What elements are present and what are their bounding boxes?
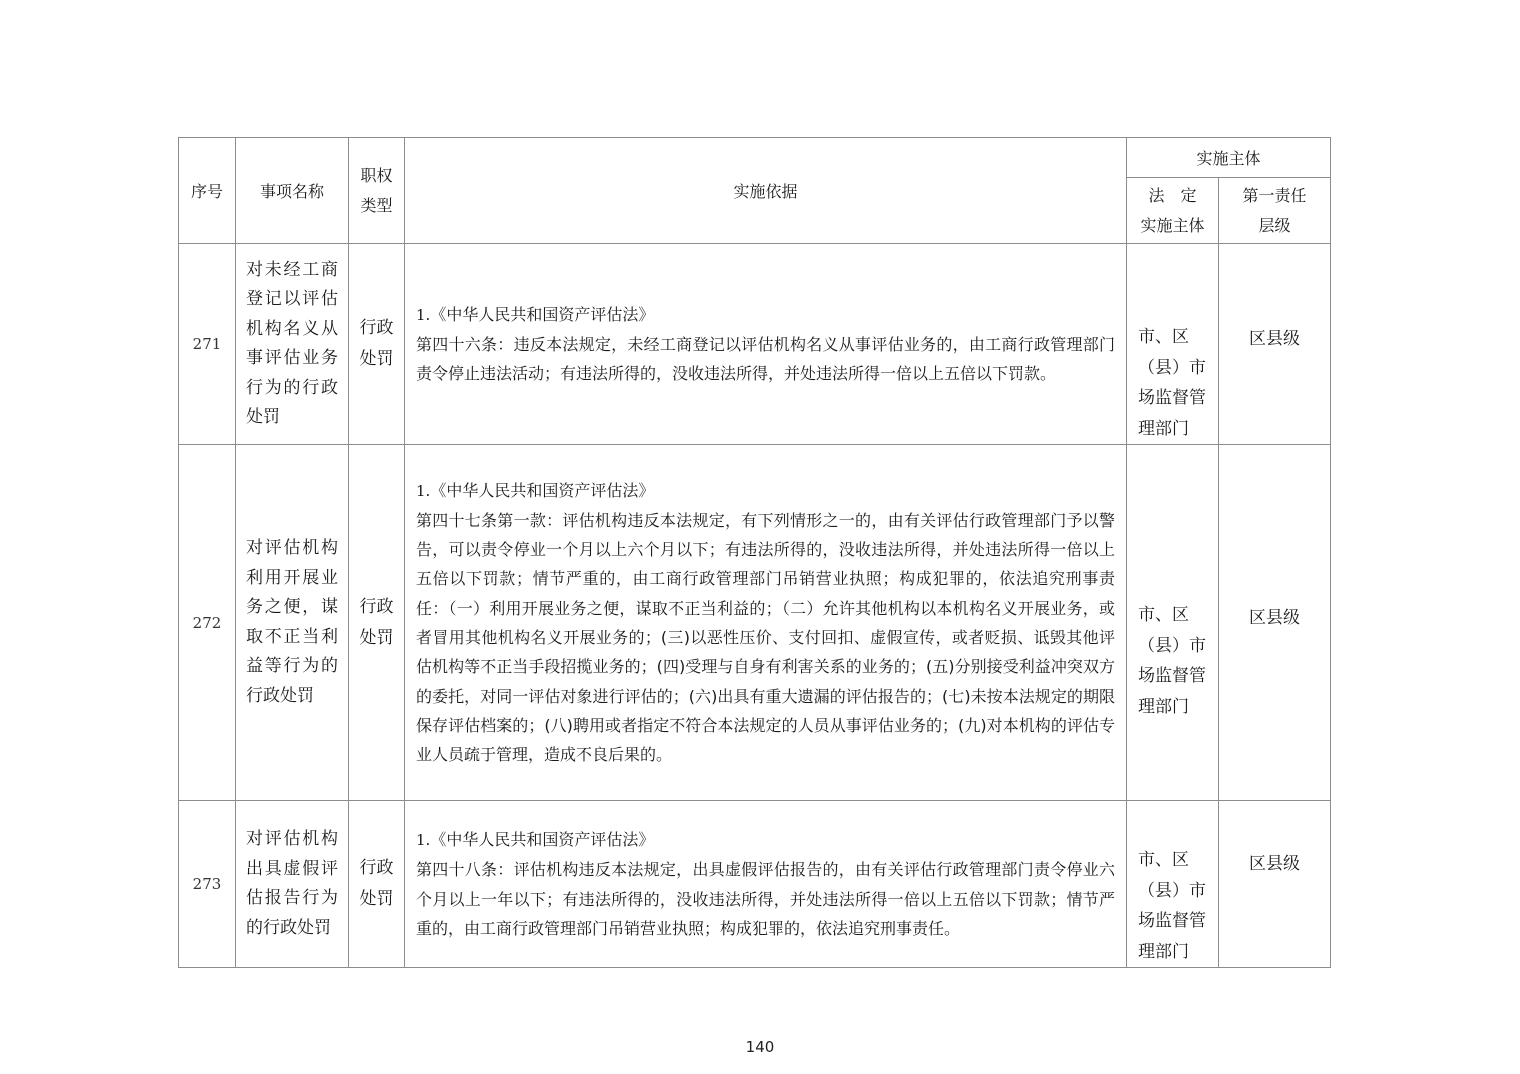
row-basis [405,801,1127,968]
law-title-line [416,825,1115,855]
row-authority-type [349,801,405,968]
law-title-line [416,300,1115,330]
row-index: 273 [179,801,236,968]
table-row [179,244,1331,445]
row-basis [405,244,1127,445]
row-type-line1: 行政 [359,318,394,338]
header-item-name: 事项名称 [236,138,349,244]
law-number: 1. [416,305,431,324]
row-legal-subject: 市、区（县）市场监督管理部门 [1127,801,1219,968]
basis-text: 第四十八条：评估机构违反本法规定，出具虚假评估报告的，由有关评估行政管理部门责令停业六个月以上一年以下；有违法所得的，没收违法所得，并处违法所得一倍以上五倍以下罚款；情节严重的，由工商行政管理部门吊销营业执照；构成犯罪的，依法追究刑事责任。 [416,860,1115,938]
header-legal-subject [1127,178,1219,244]
header-legal-subject-line2: 实施主体 [1140,215,1205,235]
row-item-name: 对未经工商登记以评估机构名义从事评估业务行为的行政处罚 [236,244,349,445]
row-index: 272 [179,445,236,801]
row-type-line2: 处罚 [359,349,394,369]
row-type-line1: 行政 [359,858,394,878]
basis-text: 第四十七条第一款：评估机构违反本法规定，有下列情形之一的，由有关评估行政管理部门予以警告，可以责令停业一个月以上六个月以下；有违法所得的，没收违法所得，并处违法所得一倍以上五倍以下罚款；情节严重的，由工商行政管理部门吊销营业执照；构成犯罪的，依法追究刑事责任：（一）利用开展业务之便，谋取不正当利益的；（二）允许其他机构以本机构名义开展业务，或者冒用其他机构名义开展业务的；(三)以恶性压价、支付回扣、虚假宣传，或者贬损、诋毁其他评估机构等不正当手段招揽业务的；(四)受理与自身有利害关系的业务的；(五)分别接受利益冲突双方的委托，对同一评估对象进行评估的；(六)出具有重大遗漏的评估报告的；(七)未按本法规定的期限保存评估档案的；(八)聘用或者指定不符合本法规定的人员从事评估业务的；(九)对本机构的评估专业人员疏于管理，造成不良后果的。 [416,510,1115,765]
header-index: 序号 [179,138,236,244]
header-level-line2: 层级 [1258,215,1291,235]
header-subject-group: 实施主体 [1127,138,1331,178]
row-type-line1: 行政 [359,596,394,617]
header-level-line1: 第一责任 [1242,185,1307,205]
row-item-name: 对评估机构利用开展业务之便，谋取不正当利益等行为的行政处罚 [236,445,349,801]
law-title: 《中华人民共和国资产评估法》 [430,304,655,324]
header-responsibility-level [1219,178,1331,244]
enforcement-items-table [178,137,1331,968]
header-legal-subject-line1: 法 定 [1148,185,1197,205]
table-header [179,138,1331,244]
law-number: 1. [416,481,431,500]
row-responsibility-level: 区县级 [1219,801,1331,968]
header-basis: 实施依据 [405,138,1127,244]
row-legal-subject: 市、区（县）市场监督管理部门 [1127,244,1219,445]
table-row [179,445,1331,801]
row-responsibility-level: 区县级 [1219,445,1331,801]
law-title: 《中华人民共和国资产评估法》 [430,480,655,500]
header-authority-type [349,138,405,244]
basis-text: 第四十六条：违反本法规定，未经工商登记以评估机构名义从事评估业务的，由工商行政管理部门责令停止违法活动；有违法所得的，没收违法所得，并处违法所得一倍以上五倍以下罚款。 [416,334,1115,384]
row-basis [405,445,1127,801]
row-responsibility-level: 区县级 [1219,244,1331,445]
table-row [179,801,1331,968]
row-index: 271 [179,244,236,445]
row-authority-type [349,445,405,801]
row-type-line2: 处罚 [359,627,394,648]
row-item-name: 对评估机构出具虚假评估报告行为的行政处罚 [236,801,349,968]
row-type-line2: 处罚 [359,889,394,909]
page-number: 140 [745,1038,775,1056]
row-authority-type [349,244,405,445]
header-authority-type-line2: 类型 [360,195,393,215]
law-number: 1. [416,830,431,849]
law-title: 《中华人民共和国资产评估法》 [430,829,655,849]
law-title-line [416,476,1115,506]
row-legal-subject: 市、区（县）市场监督管理部门 [1127,445,1219,801]
header-authority-type-line1: 职权 [360,165,393,185]
